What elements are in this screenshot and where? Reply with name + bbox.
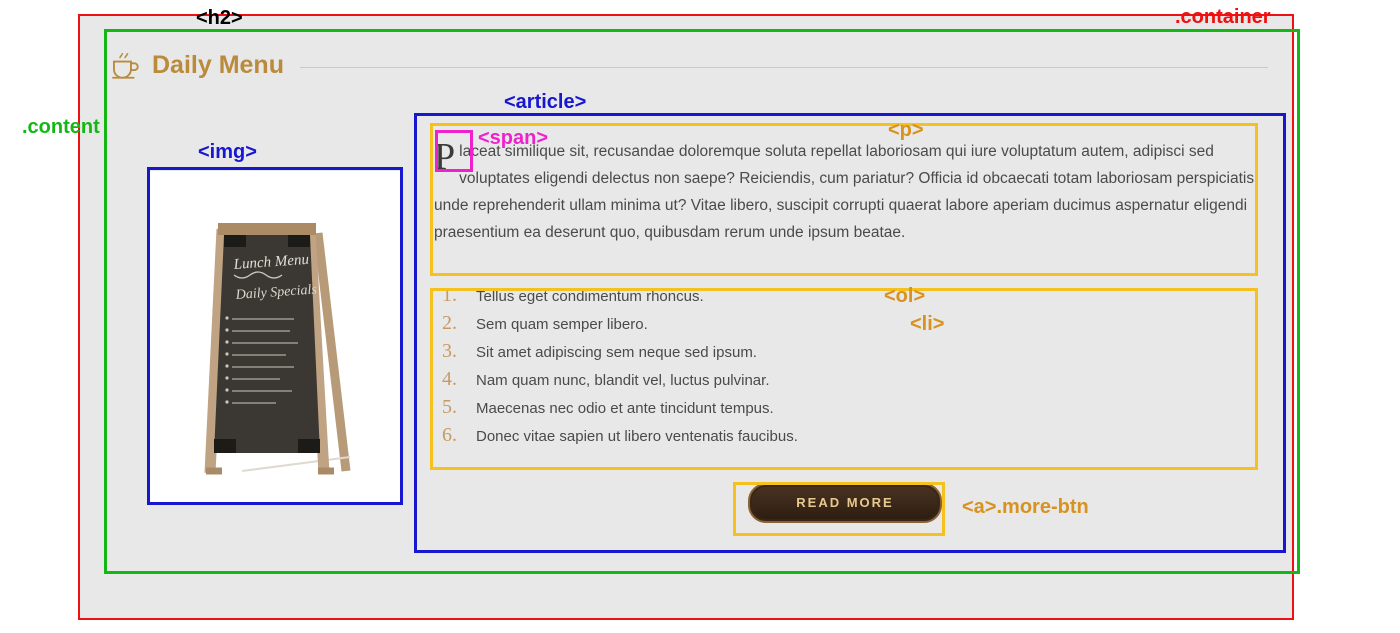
dropcap-span: P [434, 136, 456, 178]
annotation-label-container: .container [1175, 6, 1271, 28]
annotation-label-li: <li> [910, 313, 945, 335]
board-line-2: Daily Specials [235, 282, 318, 303]
annotation-label-img: <img> [198, 141, 257, 163]
annotation-label-span: <span> [478, 127, 549, 149]
list-item: Sem quam semper libero. [476, 315, 648, 333]
annotation-label-content: .content [22, 116, 100, 138]
list-item: Tellus eget condimentum rhoncus. [476, 287, 704, 305]
annotation-label-h2: <h2> [196, 7, 243, 29]
annotation-label-article: <article> [504, 91, 587, 113]
annotation-box-more-btn [733, 482, 945, 536]
list-item: Sit amet adipiscing sem neque sed ipsum. [476, 343, 757, 361]
annotation-label-more-btn: <a>.more-btn [962, 496, 1089, 518]
list-item: Maecenas nec odio et ante tincidunt tempus. [476, 399, 774, 417]
annotation-box-ol [430, 288, 1258, 470]
annotation-box-span [434, 130, 473, 178]
board-line-1: Lunch Menu [233, 251, 310, 273]
page-title: Daily Menu [152, 50, 284, 79]
list-item: Donec vitae sapien ut libero ventenatis faucibus. [476, 427, 798, 445]
annotation-box-img [147, 167, 403, 505]
list-item: Nam quam nunc, blandit vel, luctus pulvinar. [476, 371, 770, 389]
read-more-button[interactable]: READ MORE [748, 483, 942, 523]
paragraph-text: laceat similique sit, recusandae doloremque soluta repellat laboriosam qui iure voluptatum autem, adipisci sed voluptates eligendi delectus non saepe? Reiciendis, cum pariatur? Officia id obcaecati totam laboriosam perspiciatis unde reprehenderit ullam minima ut? Vitae libero, suscipit corrupti quaerat labore aperiam ducimus aspernatur eligendi praesentium ea deserunt quo, quibusdam rerum unde ipsum beatae. [434, 143, 1255, 242]
annotation-label-paragraph: <p> [888, 119, 924, 141]
annotation-label-ol: <ol> [884, 285, 926, 307]
annotation-box-paragraph [430, 123, 1258, 276]
